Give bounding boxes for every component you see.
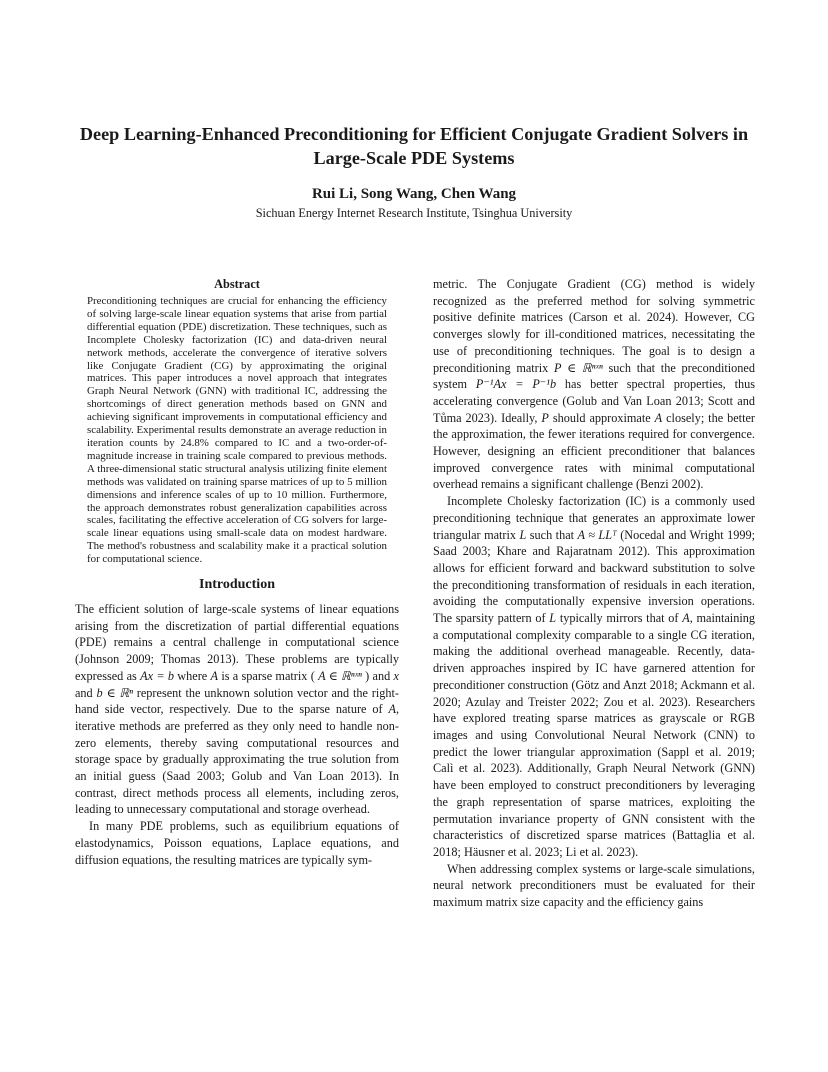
text-run: such that: [526, 527, 578, 542]
abstract-heading: Abstract: [214, 277, 260, 291]
math-inline: A ≈ LLᵀ: [577, 527, 617, 542]
right-paragraph-2: [433, 493, 755, 860]
text-run: has better spectral properties, thus accelerating convergence (Golub and Van Loan 2013; Scott and Tůma 2023). Ideally,: [433, 377, 755, 425]
right-column: [433, 276, 755, 911]
text-run: ) and: [361, 668, 394, 683]
math-inline: P⁻¹Ax = P⁻¹b: [475, 377, 557, 392]
text-run: typically mirrors that of: [556, 611, 683, 626]
math-inline: A ∈ ℝⁿˣⁿ: [318, 668, 362, 683]
math-inline: A: [682, 611, 690, 626]
math-inline: A: [388, 702, 396, 717]
text-run: should approximate: [548, 410, 655, 425]
text-run: , iterative methods are preferred as they only need to handle non-zero elements, thereby saving computational resources and storage space by gradually approximating the true solution from an initial guess (Saad 2003; Golub and Van Loan 2013). In contrast, direct methods process all elements, including zeros, leading to unnecessary computational and storage overhead.: [75, 702, 399, 817]
paper-authors: Rui Li, Song Wang, Chen Wang: [311, 186, 517, 202]
right-paragraph-1: [433, 276, 755, 493]
left-column: [75, 276, 399, 868]
math-inline: A: [654, 410, 663, 425]
abstract-text: Preconditioning techniques are crucial for enhancing the efficiency of solving large-scale linear equation systems that arise from partial differential equation (PDE) discretization. These techniques, such as Incomplete Cholesky factorization (IC) and data-driven neural network methods, accelerate the convergence of iterative solvers like Conjugate Gradient (CG) by approximating the original matrices. This paper introduces a novel approach that integrates Graph Neural Network (GNN) with traditional IC, addressing the shortcomings of direct generation methods based on GNN and achieving significant improvements in computational efficiency and scalability. Experimental results demonstrate an average reduction in iteration counts by 24.8% compared to IC and a two-order-of-magnitude increase in training scale compared to previous methods. A three-dimensional static structural analysis utilizing finite element methods was validated on training sparse matrices of up to 5 million dimensions and inference scales of up to 10 million. Furthermore, the approach demonstrates robust generalization capabilities across scales, facilitating the effective acceleration of CG solvers for large-scale linear equations using small-scale data on modest hardware. The method's robustness and scalability make it a practical solution for computational science.: [87, 295, 387, 566]
text-run: Incomplete Cholesky factorization (IC) is a commonly used preconditioning technique that generates an approximate lower triangular matrix: [433, 494, 755, 542]
text-run: , maintaining a computational complexity comparable to a single CG iteration, making the additional overhead manageable. Recently, data-driven approaches inspired by IC have garnered attention for preconditioner construction (Götz and Anzt 2018; Ackmann et al. 2020; Azulay and Treister 2022; Zou et al. 2023). Researchers have explored treating sparse matrices as grayscale or RGB images and using Convolutional Neural Network (CNN) to predict the lower triangular approximation (Sappl et al. 2019; Calì et al. 2023). Additionally, Graph Neural Network (GNN) have been employed to construct preconditioners by leveraging the graph representation of sparse matrices, exploiting the permutation invariance property of GNN consistent with the characteristics of discretized sparse matrices (Battaglia et al. 2018; Häusner et al. 2023; Li et al. 2023).: [433, 611, 755, 859]
math-inline: L: [549, 611, 557, 626]
introduction-heading: Introduction: [199, 577, 275, 593]
text-run: metric. The Conjugate Gradient (CG) method is widely recognized as the preferred method for solving symmetric positive definite matrices (Carson et al. 2024). However, CG converges slowly for ill-conditioned matrices, necessitating the use of preconditioning techniques. The goal is to design a preconditioning matrix: [433, 277, 755, 375]
text-run: represent the unknown solution vector and the right-hand side vector, respectively. Due to the sparse nature of: [75, 685, 400, 717]
text-run: (Nocedal and Wright 1999; Saad 2003; Khare and Rajaratnam 2012). This approximation allows for efficient forward and backward substitution to solve the preconditioning transformation of residuals in each iteration, avoiding the computationally expensive inversion operations. The sparsity pattern of: [433, 527, 756, 626]
paper-title: Deep Learning-Enhanced Preconditioning for Efficient Conjugate Gradient Solvers in Large-Scale PDE Systems: [79, 124, 749, 168]
text-run: The efficient solution of large-scale systems of linear equations arising from the discretization of partial differential equations (PDE) remains a central challenge in computational science (Johnson 2009; Thomas 2013). These problems are typically expressed as: [75, 602, 399, 683]
text-run: closely; the better the approximation, the fewer iterations required for convergence. However, designing an efficient preconditioner that balances improved convergence rates with minimal computational overhead remains a significant challenge (Benzi 2002).: [433, 410, 755, 492]
math-inline: P: [541, 410, 549, 425]
right-paragraph-3: When addressing complex systems or large-scale simulations, neural network preconditioners must be evaluated for their maximum matrix size capacity and the efficiency gains: [433, 861, 755, 910]
math-inline: b ∈ ℝⁿ: [96, 685, 133, 700]
text-run: where: [174, 668, 211, 683]
math-inline: x: [393, 668, 399, 683]
intro-paragraph-1: [75, 601, 399, 818]
text-run: such that the preconditioned system: [433, 360, 755, 392]
math-inline: Ax = b: [140, 668, 175, 683]
intro-paragraph-2: In many PDE problems, such as equilibrium equations of elastodynamics, Poisson equations, Laplace equations, and diffusion equations, the resulting matrices are typically sym-: [75, 819, 399, 867]
paper-affiliation: Sichuan Energy Internet Research Institute, Tsinghua University: [255, 206, 573, 220]
math-inline: L: [519, 527, 527, 542]
text-run: is a sparse matrix (: [218, 668, 319, 683]
math-inline: A: [210, 668, 219, 683]
math-inline: P ∈ ℝⁿˣⁿ: [554, 360, 603, 375]
text-run: and: [75, 685, 97, 700]
